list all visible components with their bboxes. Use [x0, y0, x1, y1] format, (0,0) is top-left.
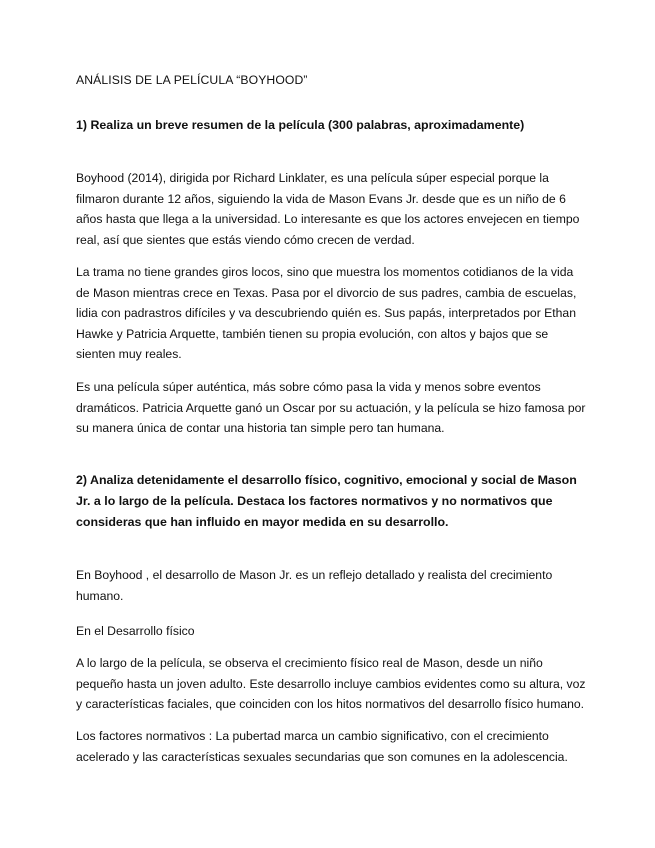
summary-paragraph-3: Es una película súper auténtica, más sobre cómo pasa la vida y menos sobre eventos dramáticos. Patricia Arquette ganó un Oscar por su actuación, y la película se hizo famosa por su manera única de contar una historia tan simple pero tan humana.	[76, 380, 586, 435]
normative-factors-paragraph: Los factores normativos : La pubertad marca un cambio significativo, con el crecimiento acelerado y las características sexuales secundarias que son comunes en la adolescencia.	[76, 729, 568, 764]
question-2-heading: 2) Analiza detenidamente el desarrollo físico, cognitivo, emocional y social de Mason Jr. a lo largo de la película. Destaca los factores normativos y no normativos que consideras que han influido en mayor medida en su desarrollo.	[76, 473, 577, 529]
document-title: ANÁLISIS DE LA PELÍCULA “BOYHOOD”	[76, 73, 308, 87]
question-1-heading: 1) Realiza un breve resumen de la película (300 palabras, aproximadamente)	[76, 118, 525, 132]
summary-paragraph-1: Boyhood (2014), dirigida por Richard Linklater, es una película súper especial porque la filmaron durante 12 años, siguiendo la vida de Mason Evans Jr. desde que es un niño de 6 años hasta que llega a la universidad. Lo interesante es que los actores envejecen en tiempo real, así que sientes que estás viendo cómo crecen de verdad.	[76, 171, 580, 247]
physical-development-paragraph: A lo largo de la película, se observa el crecimiento físico real de Mason, desde un niño pequeño hasta un joven adulto. Este desarrollo incluye cambios evidentes como su altura, voz y características faciales, que coinciden con los hitos normativos del desarrollo físico humano.	[76, 656, 586, 711]
summary-paragraph-2: La trama no tiene grandes giros locos, sino que muestra los momentos cotidianos de la vida de Mason mientras crece en Texas. Pasa por el divorcio de sus padres, cambia de escuelas, lidia con padrastros difíciles y va descubriendo quién es. Sus papás, interpretados por Ethan Hawke y Patricia Arquette, también tienen su propia evolución, con altos y bajos que se sienten muy reales.	[76, 265, 577, 361]
analysis-intro-paragraph: En Boyhood , el desarrollo de Mason Jr. es un reflejo detallado y realista del crecimiento humano.	[76, 568, 553, 603]
physical-development-subheading: En el Desarrollo físico	[76, 624, 195, 638]
